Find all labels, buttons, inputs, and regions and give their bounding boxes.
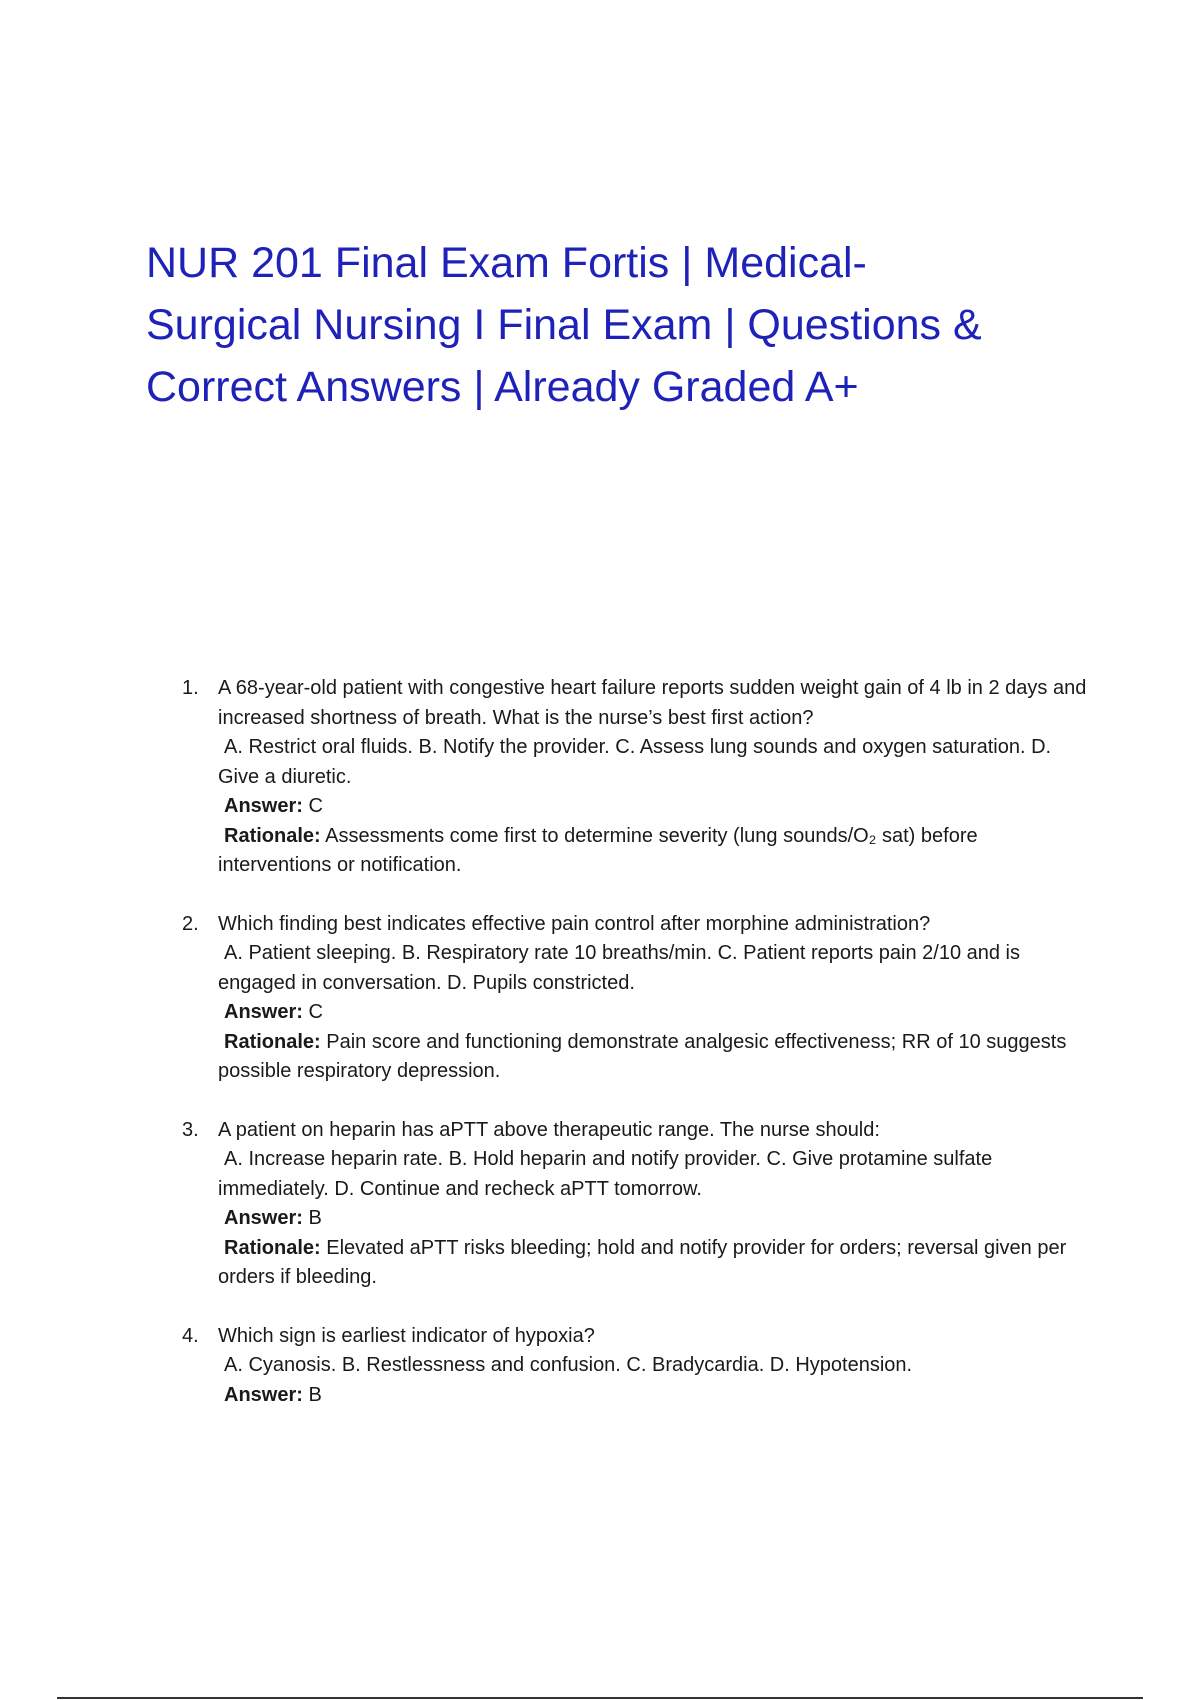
answer-value: B xyxy=(308,1207,322,1229)
answer-label: Answer: xyxy=(224,795,303,817)
rationale-text: Pain score and functioning demonstrate analgesic effectiveness; RR of 10 suggests possible respiratory depression. xyxy=(218,1030,1067,1082)
answer-line xyxy=(218,998,1092,1028)
rationale-line xyxy=(218,1028,1092,1087)
question-number: 3. xyxy=(182,1118,199,1141)
question-item-3 xyxy=(182,1116,1092,1293)
question-text: Which finding best indicates effective pain control after morphine administration? xyxy=(218,912,931,935)
answer-options: A. Cyanosis. B. Restlessness and confusion. C. Bradycardia. D. Hypotension. xyxy=(224,1354,913,1376)
question-text: A patient on heparin has aPTT above therapeutic range. The nurse should: xyxy=(218,1118,880,1141)
document-title: NUR 201 Final Exam Fortis | Medical-Surgical Nursing I Final Exam | Questions & Correct Answers | Already Graded A+ xyxy=(146,239,982,411)
rationale-label: Rationale: xyxy=(224,824,321,847)
answer-label: Answer: xyxy=(224,1383,303,1406)
question-item-4 xyxy=(182,1322,1092,1411)
answer-line xyxy=(218,1381,1092,1411)
question-number: 2. xyxy=(182,912,199,935)
answer-label: Answer: xyxy=(224,1207,303,1229)
answer-options: A. Increase heparin rate. B. Hold heparin and notify provider. C. Give protamine sulfate immediately. D. Continue and recheck aPTT tomorrow. xyxy=(218,1148,993,1200)
page-bottom-divider xyxy=(57,1697,1143,1699)
question-text: Which sign is earliest indicator of hypoxia? xyxy=(218,1324,595,1347)
rationale-label: Rationale: xyxy=(224,1030,321,1053)
rationale-text: Assessments come first to determine severity (lung sounds/O₂ sat) before interventions or notification. xyxy=(218,824,978,876)
question-text: A 68-year-old patient with congestive heart failure reports sudden weight gain of 4 lb in 2 days and increased shortness of breath. What is the nurse’s best first action? xyxy=(218,677,1087,729)
answer-line xyxy=(218,792,1092,822)
answer-value: C xyxy=(308,795,323,817)
question-number: 1. xyxy=(182,677,199,699)
question-list xyxy=(182,674,1092,1439)
answer-options: A. Restrict oral fluids. B. Notify the provider. C. Assess lung sounds and oxygen saturation. D. Give a diuretic. xyxy=(218,736,1052,788)
answer-value: B xyxy=(308,1383,322,1406)
rationale-label: Rationale: xyxy=(224,1236,321,1259)
rationale-line xyxy=(218,1234,1092,1293)
question-item-1 xyxy=(182,674,1092,881)
question-number: 4. xyxy=(182,1324,199,1347)
answer-value: C xyxy=(308,1001,323,1023)
rationale-line xyxy=(218,822,1092,881)
answer-options: A. Patient sleeping. B. Respiratory rate 10 breaths/min. C. Patient reports pain 2/10 and is engaged in conversation. D. Pupils constricted. xyxy=(218,942,1020,994)
rationale-text: Elevated aPTT risks bleeding; hold and notify provider for orders; reversal given per orders if bleeding. xyxy=(218,1236,1067,1288)
answer-line xyxy=(218,1204,1092,1234)
answer-label: Answer: xyxy=(224,1001,303,1023)
question-item-2 xyxy=(182,910,1092,1087)
